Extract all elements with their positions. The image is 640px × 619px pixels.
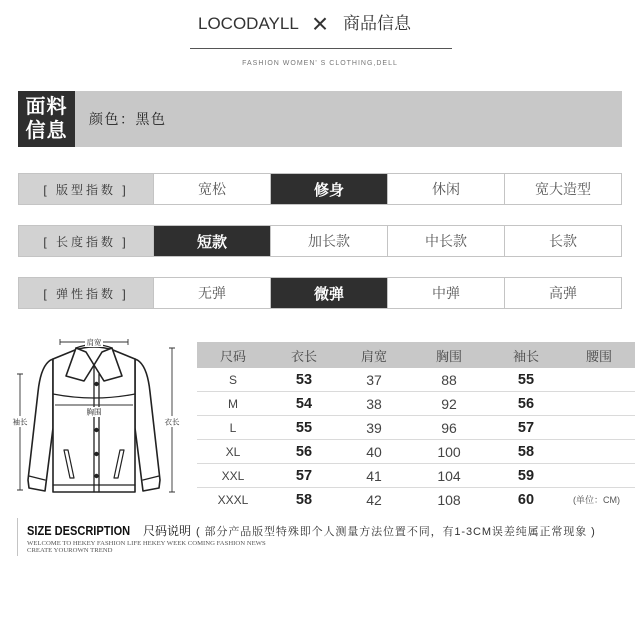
elasticity-index-row — [18, 277, 622, 309]
table-row — [197, 464, 635, 488]
fit-index-label: [ 版型指数 ] — [19, 174, 153, 204]
length-cell: 55 — [295, 419, 313, 436]
elasticity-option-slight: 微弹 — [270, 278, 387, 308]
size-cell: S — [228, 372, 237, 387]
jacket-right-sleeve — [135, 359, 160, 491]
sleeve-cell: 57 — [517, 419, 535, 436]
length-option-short: 短款 — [153, 226, 270, 256]
length-option-long: 长款 — [504, 226, 621, 256]
fit-index-row — [18, 173, 622, 205]
jacket-button — [94, 382, 98, 386]
chest-cell: 108 — [437, 492, 461, 508]
fabric-info-tag — [18, 91, 75, 147]
size-description-title-cn: 尺码说明 — [143, 524, 192, 538]
elasticity-option-medium: 中弹 — [387, 278, 504, 308]
length-cell: 53 — [295, 371, 313, 388]
size-cell: XL — [225, 444, 241, 459]
length-cell: 58 — [295, 492, 313, 508]
table-header-row — [197, 342, 635, 368]
jacket-button — [94, 474, 98, 478]
jacket-button — [94, 428, 98, 432]
fabric-tag-line1: 面料 — [25, 96, 68, 118]
sleeve-cell: 56 — [517, 395, 535, 412]
size-description-tagline: WELCOME TO HEKEY FASHION LIFE HEKEY WEEK COMING FASHION NEWS — [27, 540, 266, 547]
header-divider — [190, 48, 452, 49]
fabric-info-banner — [18, 91, 622, 147]
jacket-illustration — [0, 330, 190, 505]
size-cell: L — [229, 420, 237, 435]
length-option-mid-long: 中长款 — [387, 226, 504, 256]
sleeve-cell: 59 — [517, 467, 535, 484]
table-row — [197, 392, 635, 416]
size-table — [197, 342, 635, 512]
column-header-length: 衣长 — [290, 348, 317, 364]
sleeve-cell: 58 — [517, 443, 535, 460]
header-separator: × — [311, 8, 329, 39]
table-row — [197, 488, 635, 512]
size-cell: XXL — [221, 468, 245, 483]
chest-cell: 92 — [441, 395, 457, 412]
length-cell: 56 — [295, 443, 313, 460]
page-title: 商品信息 — [343, 14, 411, 33]
size-description-note: ( 部分产品版型特殊即个人测量方法位置不同，有1-3CM误差纯属正常现象 ) — [196, 526, 596, 538]
brand-name: LOCODAYLL — [198, 14, 299, 33]
shoulder-cell: 40 — [366, 443, 382, 460]
sleeve-cell: 60 — [517, 492, 535, 508]
shoulder-cell: 38 — [366, 395, 382, 412]
fabric-tag-line2: 信息 — [25, 120, 68, 142]
length-index-label: [ 长度指数 ] — [19, 226, 153, 256]
chest-cell: 96 — [441, 419, 457, 436]
size-description-slogan: CREATE YOUROWN TREND — [27, 547, 113, 554]
jacket-left-sleeve — [28, 359, 53, 491]
sleeve-length-line — [17, 374, 23, 490]
body-length-label: 衣长 — [164, 417, 180, 427]
shoulder-width-label: 肩宽 — [86, 338, 102, 347]
shoulder-cell: 42 — [366, 492, 382, 508]
chest-cell: 100 — [437, 443, 461, 460]
column-header-size: 尺码 — [219, 348, 246, 364]
size-description-bar — [17, 518, 18, 556]
chest-cell: 88 — [441, 371, 457, 388]
length-cell: 54 — [295, 395, 313, 412]
fit-option-loose: 宽松 — [153, 174, 270, 204]
length-cell: 57 — [295, 467, 313, 484]
table-row — [197, 416, 635, 440]
column-header-chest: 胸围 — [435, 348, 462, 364]
unit-note: (单位：CM) — [573, 495, 620, 505]
fit-option-oversized: 宽大造型 — [504, 174, 621, 204]
chest-width-label: 胸围 — [86, 407, 102, 417]
jacket-button — [94, 452, 98, 456]
shoulder-cell: 39 — [366, 419, 382, 436]
sleeve-length-label: 袖长 — [12, 417, 28, 427]
length-index-row — [18, 225, 622, 257]
shoulder-cell: 37 — [366, 371, 382, 388]
table-row — [197, 440, 635, 464]
elasticity-option-none: 无弹 — [153, 278, 270, 308]
column-header-shoulder: 肩宽 — [360, 348, 387, 364]
elasticity-index-label: [ 弹性指数 ] — [19, 278, 153, 308]
column-header-sleeve: 袖长 — [512, 348, 539, 364]
fit-option-slim: 修身 — [270, 174, 387, 204]
fit-option-casual: 休闲 — [387, 174, 504, 204]
shoulder-cell: 41 — [366, 467, 382, 484]
size-cell: XXXL — [217, 493, 249, 507]
column-header-waist: 腰围 — [585, 348, 612, 364]
header-subtitle: FASHION WOMEN' S CLOTHING,DELL — [242, 60, 398, 67]
table-row — [197, 368, 635, 392]
size-description-title: SIZE DESCRIPTION — [27, 523, 131, 538]
sleeve-cell: 55 — [517, 371, 535, 388]
elasticity-option-high: 高弹 — [504, 278, 621, 308]
length-option-extended: 加长款 — [270, 226, 387, 256]
fabric-color-text: 颜色：黑色 — [89, 111, 167, 127]
size-cell: M — [228, 396, 238, 411]
chest-cell: 104 — [437, 467, 461, 484]
